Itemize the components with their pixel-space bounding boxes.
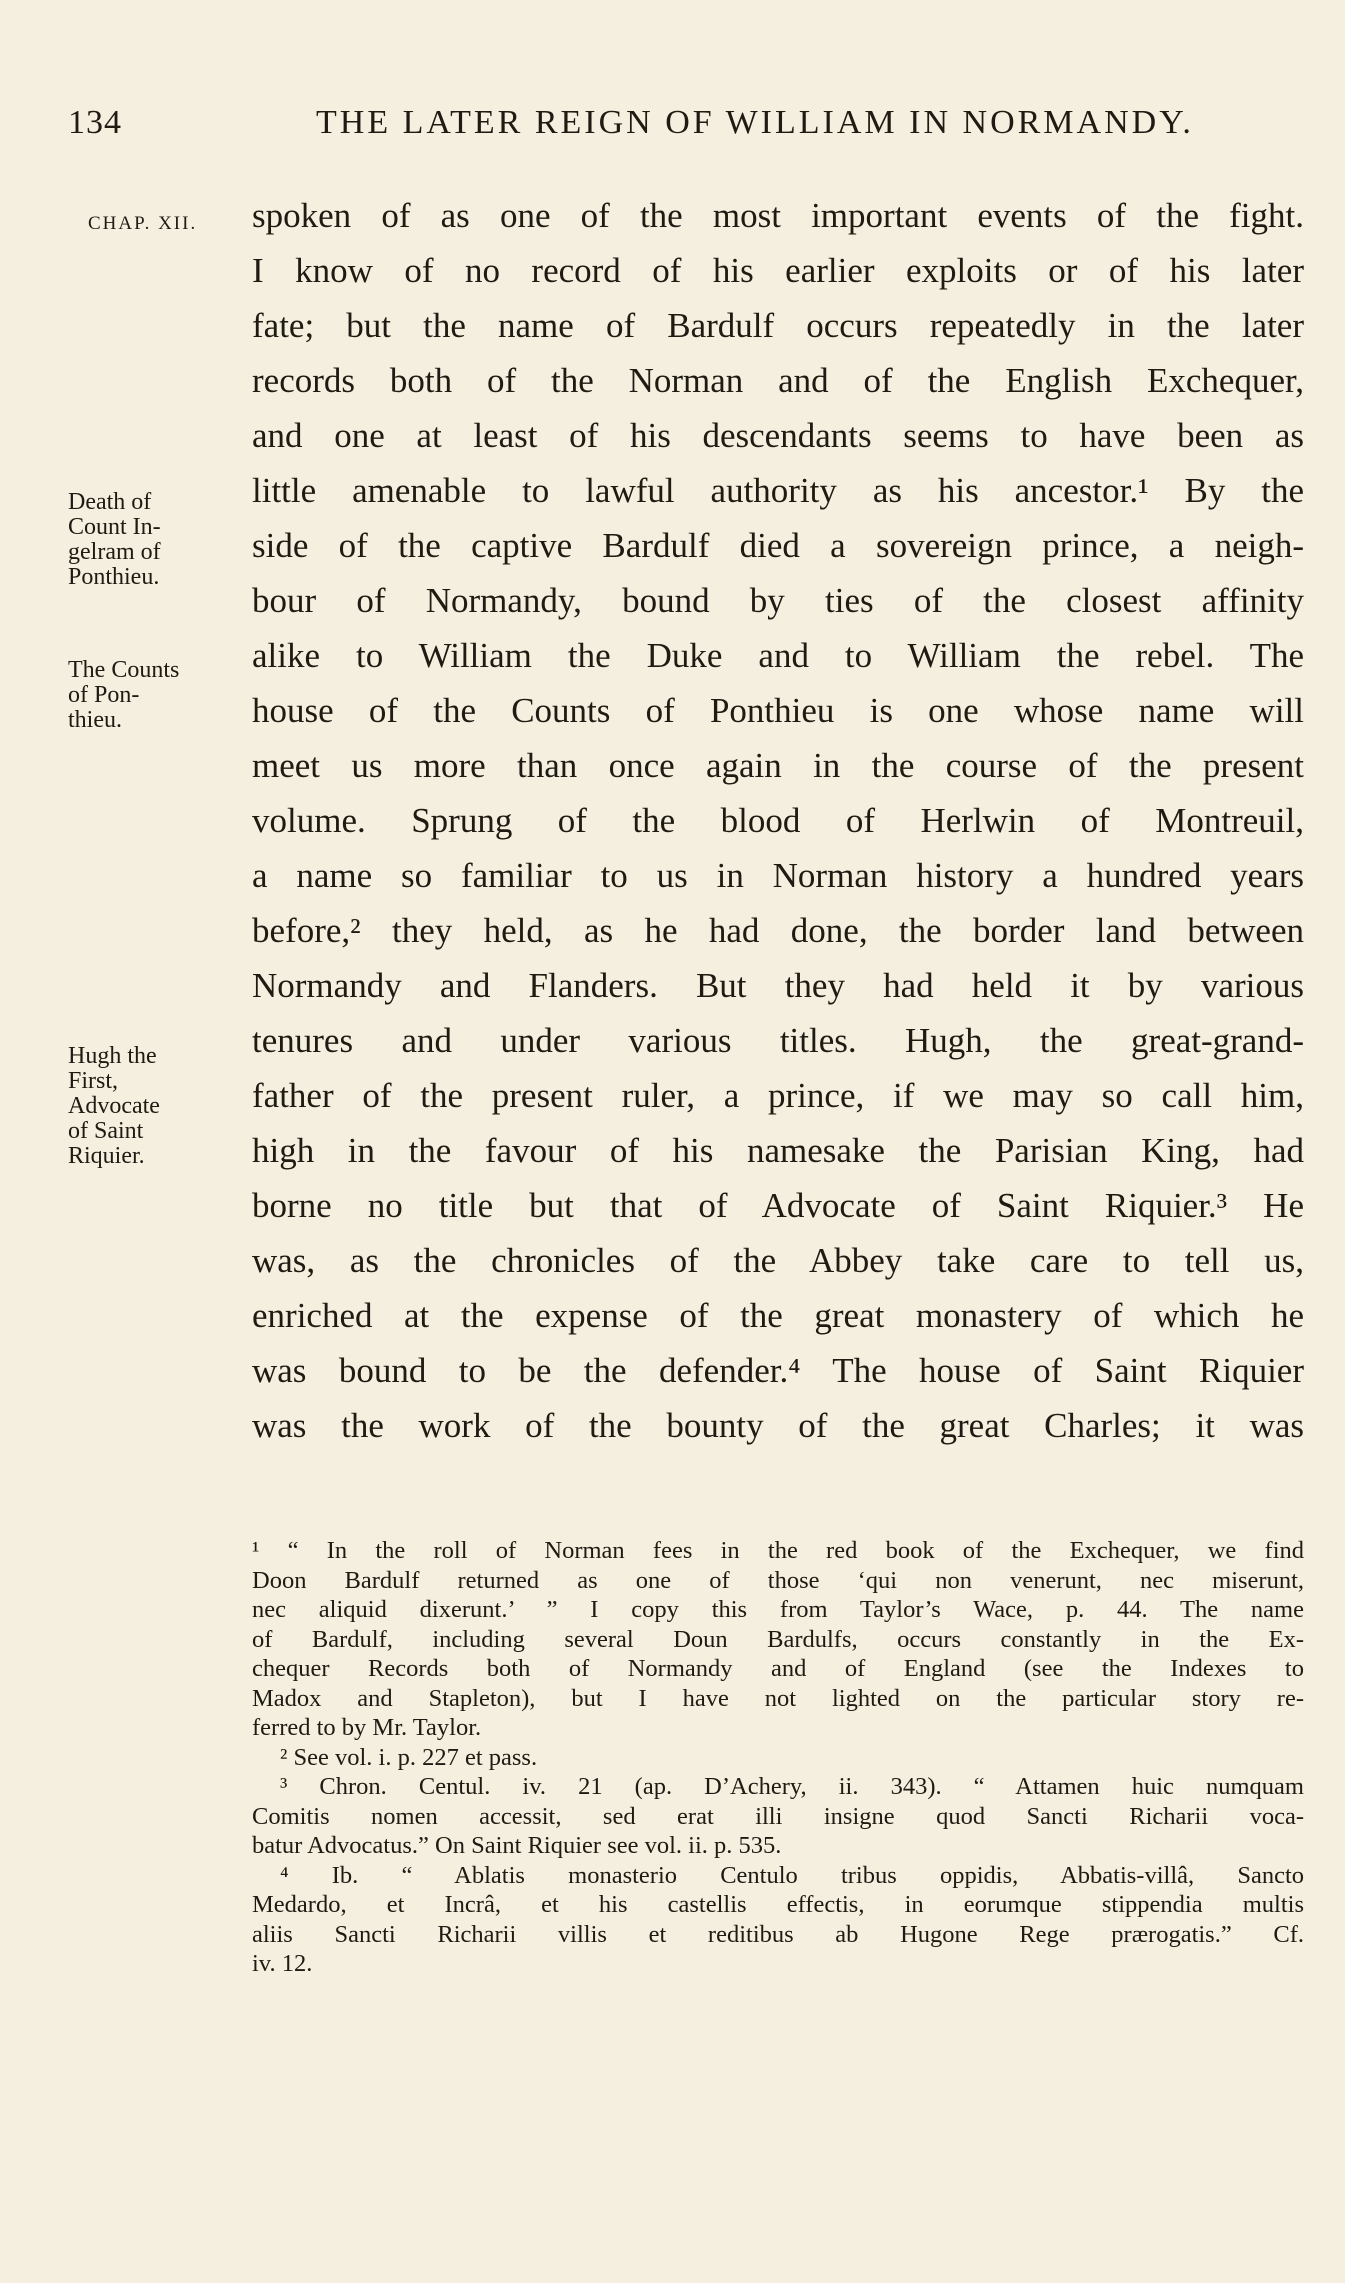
body-line: meet us more than once again in the course of the present [252, 746, 1304, 785]
footnote-line: aliis Sancti Richarii villis et reditibus ab Hugone Rege prærogatis.” Cf. [252, 1920, 1304, 1948]
body-line: bour of Normandy, bound by ties of the closest affinity [252, 581, 1304, 620]
body-line: a name so familiar to us in Norman history a hundred years [252, 856, 1304, 895]
footnote-line: ³ Chron. Centul. iv. 21 (ap. D’Achery, ii. 343). “ Attamen huic numquam [280, 1773, 1304, 1800]
body-line: house of the Counts of Ponthieu is one whose name will [252, 691, 1304, 730]
footnote-line: ferred to by Mr. Taylor. [252, 1714, 482, 1741]
body-line: high in the favour of his namesake the Parisian King, had [252, 1131, 1304, 1170]
footnote-line: ⁴ Ib. “ Ablatis monasterio Centulo tribus oppidis, Abbatis-villâ, Sancto [280, 1861, 1304, 1889]
body-line: volume. Sprung of the blood of Herlwin of Montreuil, [252, 801, 1304, 840]
chapter-label: CHAP. XII. [88, 213, 198, 234]
footnote-line: ¹ “ In the roll of Norman fees in the red book of the Exchequer, we find [252, 1537, 1304, 1564]
body-line: was bound to be the defender.⁴ The house of Saint Riquier [252, 1351, 1304, 1390]
body-line: side of the captive Bardulf died a sovereign prince, a neigh- [252, 526, 1304, 565]
footnote-line: of Bardulf, including several Doun Bardulfs, occurs constantly in the Ex- [252, 1625, 1304, 1653]
footnote-line: Medardo, et Incrâ, et his castellis effectis, in eorumque stippendia multis [252, 1891, 1304, 1918]
margin-note: Death of Count In- gelram of Ponthieu. [68, 489, 161, 590]
body-line: tenures and under various titles. Hugh, the great-grand- [252, 1021, 1304, 1060]
body-line: borne no title but that of Advocate of Saint Riquier.³ He [252, 1186, 1304, 1225]
body-line: before,² they held, as he had done, the border land between [252, 911, 1304, 950]
footnote-line: ² See vol. i. p. 227 et pass. [280, 1743, 538, 1771]
body-line: enriched at the expense of the great monastery of which he [252, 1296, 1304, 1335]
body-line: father of the present ruler, a prince, if we may so call him, [252, 1076, 1304, 1115]
margin-note: The Counts of Pon- thieu. [68, 657, 180, 733]
body-line: alike to William the Duke and to William the rebel. The [252, 636, 1304, 675]
running-head [68, 104, 1248, 150]
footnote-line: chequer Records both of Normandy and of England (see the Indexes to [252, 1655, 1304, 1682]
body-line: records both of the Norman and of the English Exchequer, [252, 361, 1304, 400]
body-line: and one at least of his descendants seems to have been as [252, 416, 1304, 455]
footnote-line: Doon Bardulf returned as one of those ‘qui non venerunt, nec miserunt, [252, 1566, 1304, 1594]
running-title: THE LATER REIGN OF WILLIAM IN NORMANDY. [316, 104, 1194, 141]
footnote-line: batur Advocatus.” On Saint Riquier see vol. ii. p. 535. [252, 1832, 782, 1859]
body-line: I know of no record of his earlier exploits or of his later [252, 251, 1304, 290]
body-line: was, as the chronicles of the Abbey take care to tell us, [252, 1241, 1304, 1280]
body-line: Normandy and Flanders. But they had held it by various [252, 966, 1304, 1005]
footnote-line: Madox and Stapleton), but I have not lighted on the particular story re- [252, 1684, 1304, 1712]
body-line: little amenable to lawful authority as his ancestor.¹ By the [252, 471, 1304, 510]
margin-note: Hugh the First, Advocate of Saint Riquier. [68, 1043, 160, 1169]
body-line: was the work of the bounty of the great Charles; it was [252, 1406, 1304, 1445]
footnote-line: nec aliquid dixerunt.’ ” I copy this from Taylor’s Wace, p. 44. The name [252, 1596, 1304, 1623]
footnotes [252, 1536, 1304, 1979]
body-text [252, 188, 1304, 1453]
body-line: spoken of as one of the most important events of the fight. [252, 196, 1304, 235]
page-number: 134 [68, 104, 122, 141]
body-line: fate; but the name of Bardulf occurs repeatedly in the later [252, 306, 1304, 345]
footnote-line: iv. 12. [252, 1950, 313, 1977]
footnote-line: Comitis nomen accessit, sed erat illi insigne quod Sancti Richarii voca- [252, 1802, 1304, 1830]
